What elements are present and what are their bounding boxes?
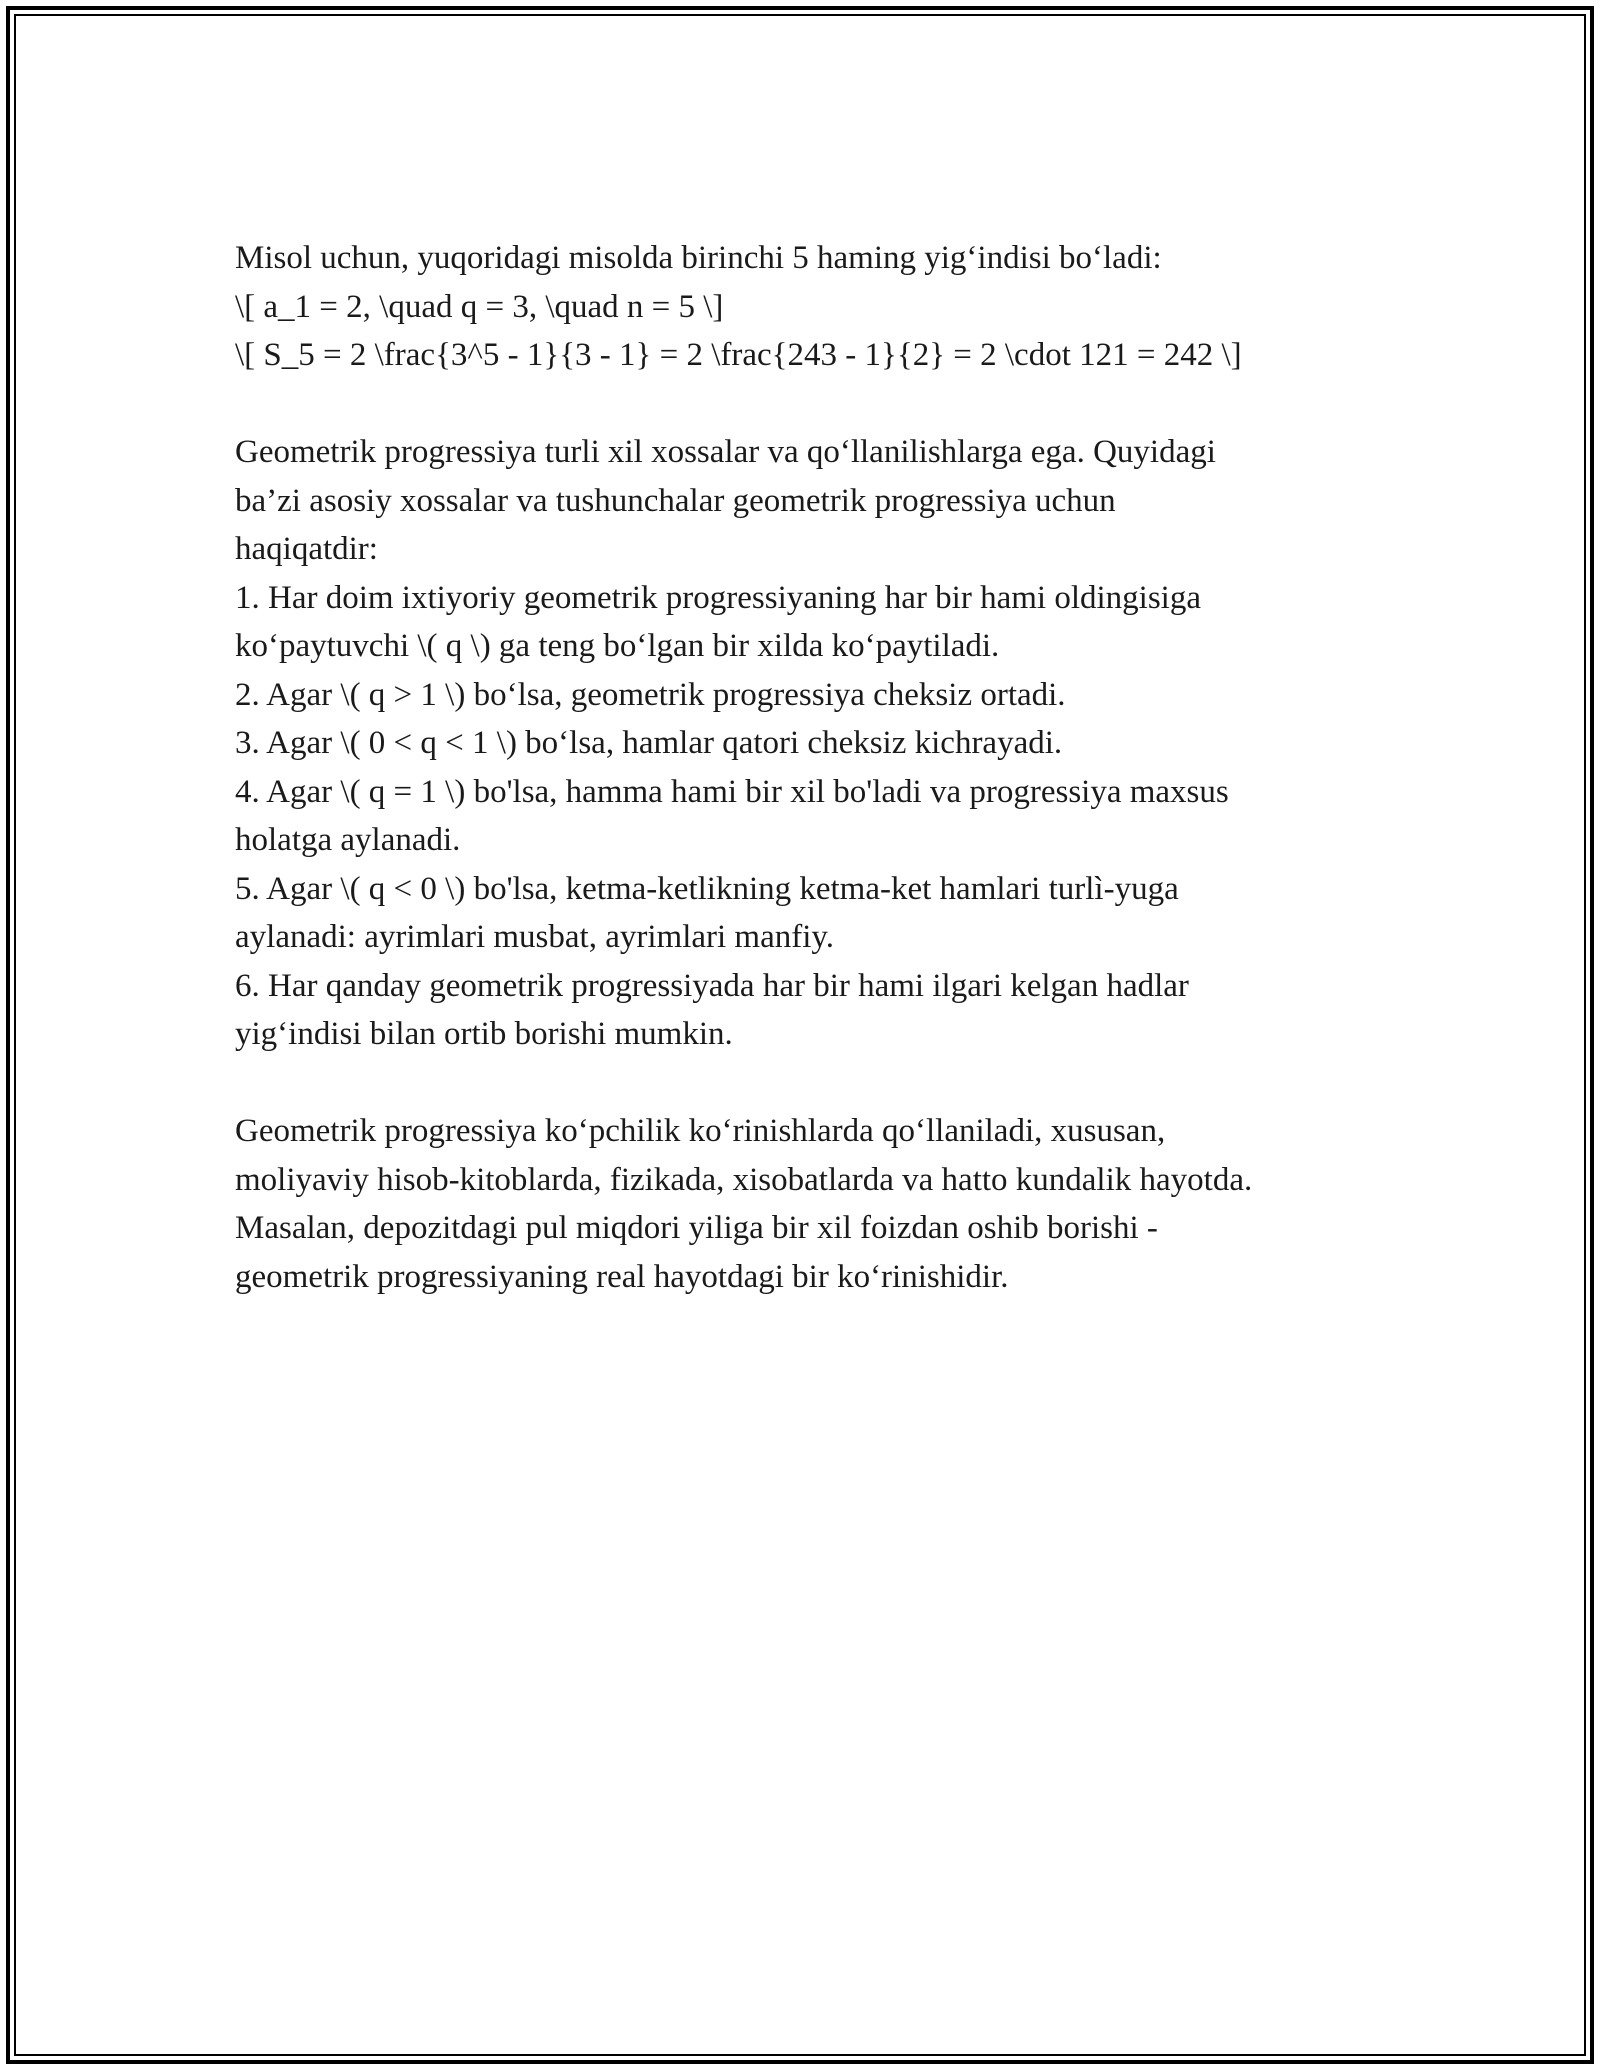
text-line: haqiqatdir: — [235, 531, 378, 567]
list-item-line: 4. Agar \( q = 1 \) bo'lsa, hamma hami bir xil bo'ladi va progressiya maxsus — [235, 773, 1229, 810]
list-item-line: holatga aylanadi. — [235, 822, 461, 858]
list-item-line: 3. Agar \( 0 < q < 1 \) bo‘lsa, hamlar qatori cheksiz kichrayadi. — [235, 725, 1063, 761]
text-line: ba’zi asosiy xossalar va tushunchalar geometrik progressiya uchun — [235, 482, 1116, 519]
text-line: Masalan, depozitdagi pul miqdori yiliga bir xil foizdan oshib borishi - — [235, 1210, 1158, 1246]
list-item-line: ko‘paytuvchi \( q \) ga teng bo‘lgan bir xilda ko‘paytiladi. — [235, 628, 1000, 664]
paragraph-properties — [235, 428, 1415, 1059]
list-item-line: 5. Agar \( q < 0 \) bo'lsa, ketma-ketlikning ketma-ket hamlari turlì-yuga — [235, 870, 1179, 907]
list-item-line: 6. Har qanday geometrik progressiyada har bir hami ilgari kelgan hadlar — [235, 967, 1189, 1004]
text-line: Misol uchun, yuqoridagi misolda birinchi 5 haming yig‘indisi bo‘ladi: — [235, 240, 1162, 276]
text-line: geometrik progressiyaning real hayotdagi bir ko‘rinishidir. — [235, 1258, 1009, 1295]
paragraph-example — [235, 234, 1415, 380]
list-item-line: 1. Har doim ixtiyoriy geometrik progressiyaning har bir hami oldingisiga — [235, 579, 1201, 616]
paragraph-applications — [235, 1107, 1415, 1301]
list-item-line: aylanadi: ayrimlari musbat, ayrimlari manfiy. — [235, 919, 834, 955]
formula-line: \[ S_5 = 2 \frac{3^5 - 1}{3 - 1} = 2 \frac{243 - 1}{2} = 2 \cdot 121 = 242 \] — [235, 337, 1242, 373]
formula-line: \[ a_1 = 2, \quad q = 3, \quad n = 5 \] — [235, 288, 724, 325]
list-item-line: yig‘indisi bilan ortib borishi mumkin. — [235, 1016, 733, 1052]
text-line: Geometrik progressiya ko‘pchilik ko‘rinishlarda qo‘llaniladi, xususan, — [235, 1113, 1166, 1149]
text-line: moliyaviy hisob-kitoblarda, fizikada, xisobatlarda va hatto kundalik hayotda. — [235, 1161, 1253, 1198]
text-line: Geometrik progressiya turli xil xossalar va qo‘llanilishlarga ega. Quyidagi — [235, 434, 1216, 470]
document-body — [235, 234, 1415, 1350]
list-item-line: 2. Agar \( q > 1 \) bo‘lsa, geometrik progressiya cheksiz ortadi. — [235, 676, 1066, 713]
